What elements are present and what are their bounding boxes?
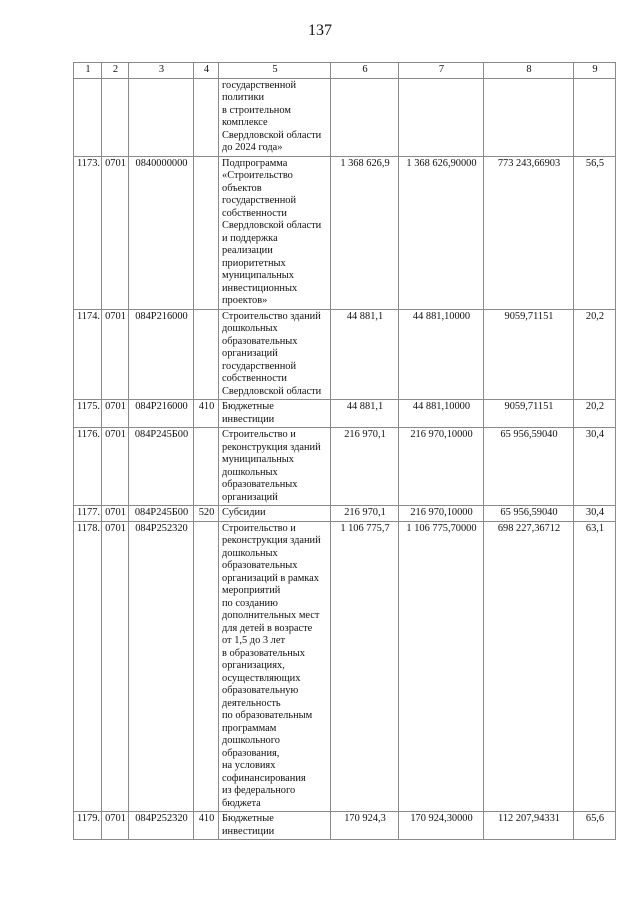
row-number-cell: 1176. (74, 428, 102, 506)
value-col-8-cell: 698 227,36712 (484, 521, 574, 812)
percent-cell: 63,1 (574, 521, 616, 812)
expense-type-cell: 410 (194, 812, 219, 840)
name-line: собственности (222, 207, 287, 219)
name-cell (219, 156, 331, 309)
target-code-cell: 084P216000 (129, 400, 194, 428)
name-line: и поддержка (222, 232, 278, 244)
section-code-cell: 0701 (102, 156, 129, 309)
percent-cell: 65,6 (574, 812, 616, 840)
name-line: Свердловской области (222, 385, 322, 397)
row-number-cell: 1174. (74, 309, 102, 400)
table-body (74, 78, 616, 840)
section-code-cell (102, 78, 129, 156)
row-number-cell: 1177. (74, 506, 102, 522)
table-row (74, 521, 616, 812)
header-col-3: 3 (129, 63, 194, 79)
name-line: дошкольных (222, 547, 278, 559)
section-code-cell: 0701 (102, 521, 129, 812)
percent-cell (574, 78, 616, 156)
name-cell (219, 78, 331, 156)
row-number-cell: 1175. (74, 400, 102, 428)
name-line: образовательных (222, 335, 298, 347)
value-col-6-cell: 216 970,1 (331, 428, 399, 506)
row-number-cell: 1179. (74, 812, 102, 840)
name-line: реконструкция зданий (222, 535, 321, 546)
name-line: инвестиции (222, 825, 275, 837)
header-col-1: 1 (74, 63, 102, 79)
name-line: государственной (222, 79, 297, 91)
name-cell (219, 521, 331, 812)
value-col-8-cell: 773 243,66903 (484, 156, 574, 309)
name-cell (219, 812, 331, 840)
name-line: осуществляющих (222, 672, 301, 684)
value-col-7-cell: 1 106 775,70000 (399, 521, 484, 812)
target-code-cell: 0840000000 (129, 156, 194, 309)
name-line: государственной (222, 360, 297, 372)
table-row (74, 506, 616, 522)
name-line: реализации (222, 245, 273, 256)
value-col-8-cell: 9059,71151 (484, 309, 574, 400)
name-line: объектов (222, 182, 262, 194)
name-cell (219, 428, 331, 506)
name-line: Бюджетные (222, 401, 274, 412)
row-number-cell: 1173. (74, 156, 102, 309)
name-line: софинансирования (222, 772, 306, 784)
expense-type-cell (194, 78, 219, 156)
name-line: деятельность (222, 697, 281, 709)
name-line: на условиях (222, 760, 276, 771)
value-col-6-cell: 1 368 626,9 (331, 156, 399, 309)
table-row (74, 428, 616, 506)
percent-cell: 20,2 (574, 309, 616, 400)
name-line: собственности (222, 373, 287, 384)
value-col-7-cell: 216 970,10000 (399, 506, 484, 522)
name-line: проектов» (222, 295, 268, 306)
name-line: организаций (222, 348, 278, 359)
page-number: 137 (308, 22, 332, 39)
value-col-7-cell: 1 368 626,90000 (399, 156, 484, 309)
percent-cell: 30,4 (574, 506, 616, 522)
budget-table (73, 62, 616, 840)
table-row (74, 309, 616, 400)
value-col-7-cell: 216 970,10000 (399, 428, 484, 506)
header-col-9: 9 (574, 63, 616, 79)
name-line: дошкольных (222, 466, 278, 478)
value-col-8-cell: 112 207,94331 (484, 812, 574, 840)
name-line: для детей в возрасте (222, 622, 313, 634)
name-line: Строительство зданий (222, 310, 321, 322)
value-col-6-cell: 44 881,1 (331, 309, 399, 400)
value-col-8-cell: 65 956,59040 (484, 506, 574, 522)
percent-cell: 30,4 (574, 428, 616, 506)
table-row (74, 812, 616, 840)
header-col-4: 4 (194, 63, 219, 79)
name-cell (219, 309, 331, 400)
value-col-6-cell (331, 78, 399, 156)
name-line: по образовательным (222, 710, 313, 721)
target-code-cell: 084P245Б00 (129, 428, 194, 506)
section-code-cell: 0701 (102, 506, 129, 522)
value-col-7-cell: 44 881,10000 (399, 309, 484, 400)
name-line: реконструкция зданий (222, 441, 321, 453)
header-col-7: 7 (399, 63, 484, 79)
percent-cell: 56,5 (574, 156, 616, 309)
value-col-6-cell: 44 881,1 (331, 400, 399, 428)
name-line: бюджета (222, 797, 261, 809)
section-code-cell: 0701 (102, 812, 129, 840)
name-line: Свердловской области (222, 129, 322, 141)
expense-type-cell: 410 (194, 400, 219, 428)
name-line: Подпрограмма (222, 157, 288, 169)
name-line: инвестиционных (222, 282, 298, 294)
target-code-cell: 084P216000 (129, 309, 194, 400)
name-line: в строительном (222, 104, 291, 116)
name-line: политики (222, 92, 265, 103)
name-line: мероприятий (222, 585, 281, 596)
target-code-cell: 084P252320 (129, 812, 194, 840)
name-line: программам (222, 722, 277, 734)
value-col-6-cell: 1 106 775,7 (331, 521, 399, 812)
name-line: комплексе (222, 117, 268, 128)
name-line: Бюджетные (222, 813, 274, 824)
section-code-cell: 0701 (102, 428, 129, 506)
expense-type-cell: 520 (194, 506, 219, 522)
target-code-cell: 084P245Б00 (129, 506, 194, 522)
name-line: Субсидии (222, 507, 266, 518)
name-line: приоритетных (222, 257, 286, 269)
name-line: дошкольных (222, 323, 278, 334)
value-col-7-cell: 170 924,30000 (399, 812, 484, 840)
name-line: образовательную (222, 685, 299, 696)
value-col-8-cell: 65 956,59040 (484, 428, 574, 506)
value-col-8-cell (484, 78, 574, 156)
name-line: до 2024 года» (222, 142, 283, 153)
name-line: организаций (222, 491, 278, 503)
value-col-6-cell: 216 970,1 (331, 506, 399, 522)
name-line: муниципальных (222, 270, 294, 281)
value-col-7-cell: 44 881,10000 (399, 400, 484, 428)
value-col-8-cell: 9059,71151 (484, 400, 574, 428)
name-line: инвестиции (222, 413, 275, 425)
header-col-8: 8 (484, 63, 574, 79)
header-col-2: 2 (102, 63, 129, 79)
section-code-cell: 0701 (102, 400, 129, 428)
expense-type-cell (194, 309, 219, 400)
name-line: образовательных (222, 479, 298, 490)
name-cell (219, 400, 331, 428)
target-code-cell: 084P252320 (129, 521, 194, 812)
row-number-cell (74, 78, 102, 156)
row-number-cell: 1178. (74, 521, 102, 812)
name-line: образования, (222, 747, 280, 759)
name-cell (219, 506, 331, 522)
name-line: из федерального (222, 785, 296, 796)
name-line: образовательных (222, 560, 298, 571)
name-line: по созданию (222, 597, 278, 609)
name-line: государственной (222, 195, 297, 206)
table-row (74, 400, 616, 428)
name-line: дополнительных мест (222, 610, 320, 621)
table-row (74, 156, 616, 309)
name-line: дошкольного (222, 735, 280, 746)
name-line: от 1,5 до 3 лет (222, 635, 285, 646)
percent-cell: 20,2 (574, 400, 616, 428)
expense-type-cell (194, 521, 219, 812)
value-col-6-cell: 170 924,3 (331, 812, 399, 840)
value-col-7-cell (399, 78, 484, 156)
name-line: Строительство и (222, 522, 296, 534)
section-code-cell: 0701 (102, 309, 129, 400)
name-line: «Строительство (222, 170, 293, 181)
expense-type-cell (194, 156, 219, 309)
name-line: организаций в рамках (222, 572, 319, 584)
name-line: организациях, (222, 660, 285, 671)
name-line: Свердловской области (222, 220, 322, 231)
header-row (74, 63, 616, 79)
target-code-cell (129, 78, 194, 156)
header-col-5: 5 (219, 63, 331, 79)
table-row (74, 78, 616, 156)
name-line: муниципальных (222, 454, 294, 465)
name-line: в образовательных (222, 647, 305, 659)
name-line: Строительство и (222, 429, 296, 440)
header-col-6: 6 (331, 63, 399, 79)
expense-type-cell (194, 428, 219, 506)
